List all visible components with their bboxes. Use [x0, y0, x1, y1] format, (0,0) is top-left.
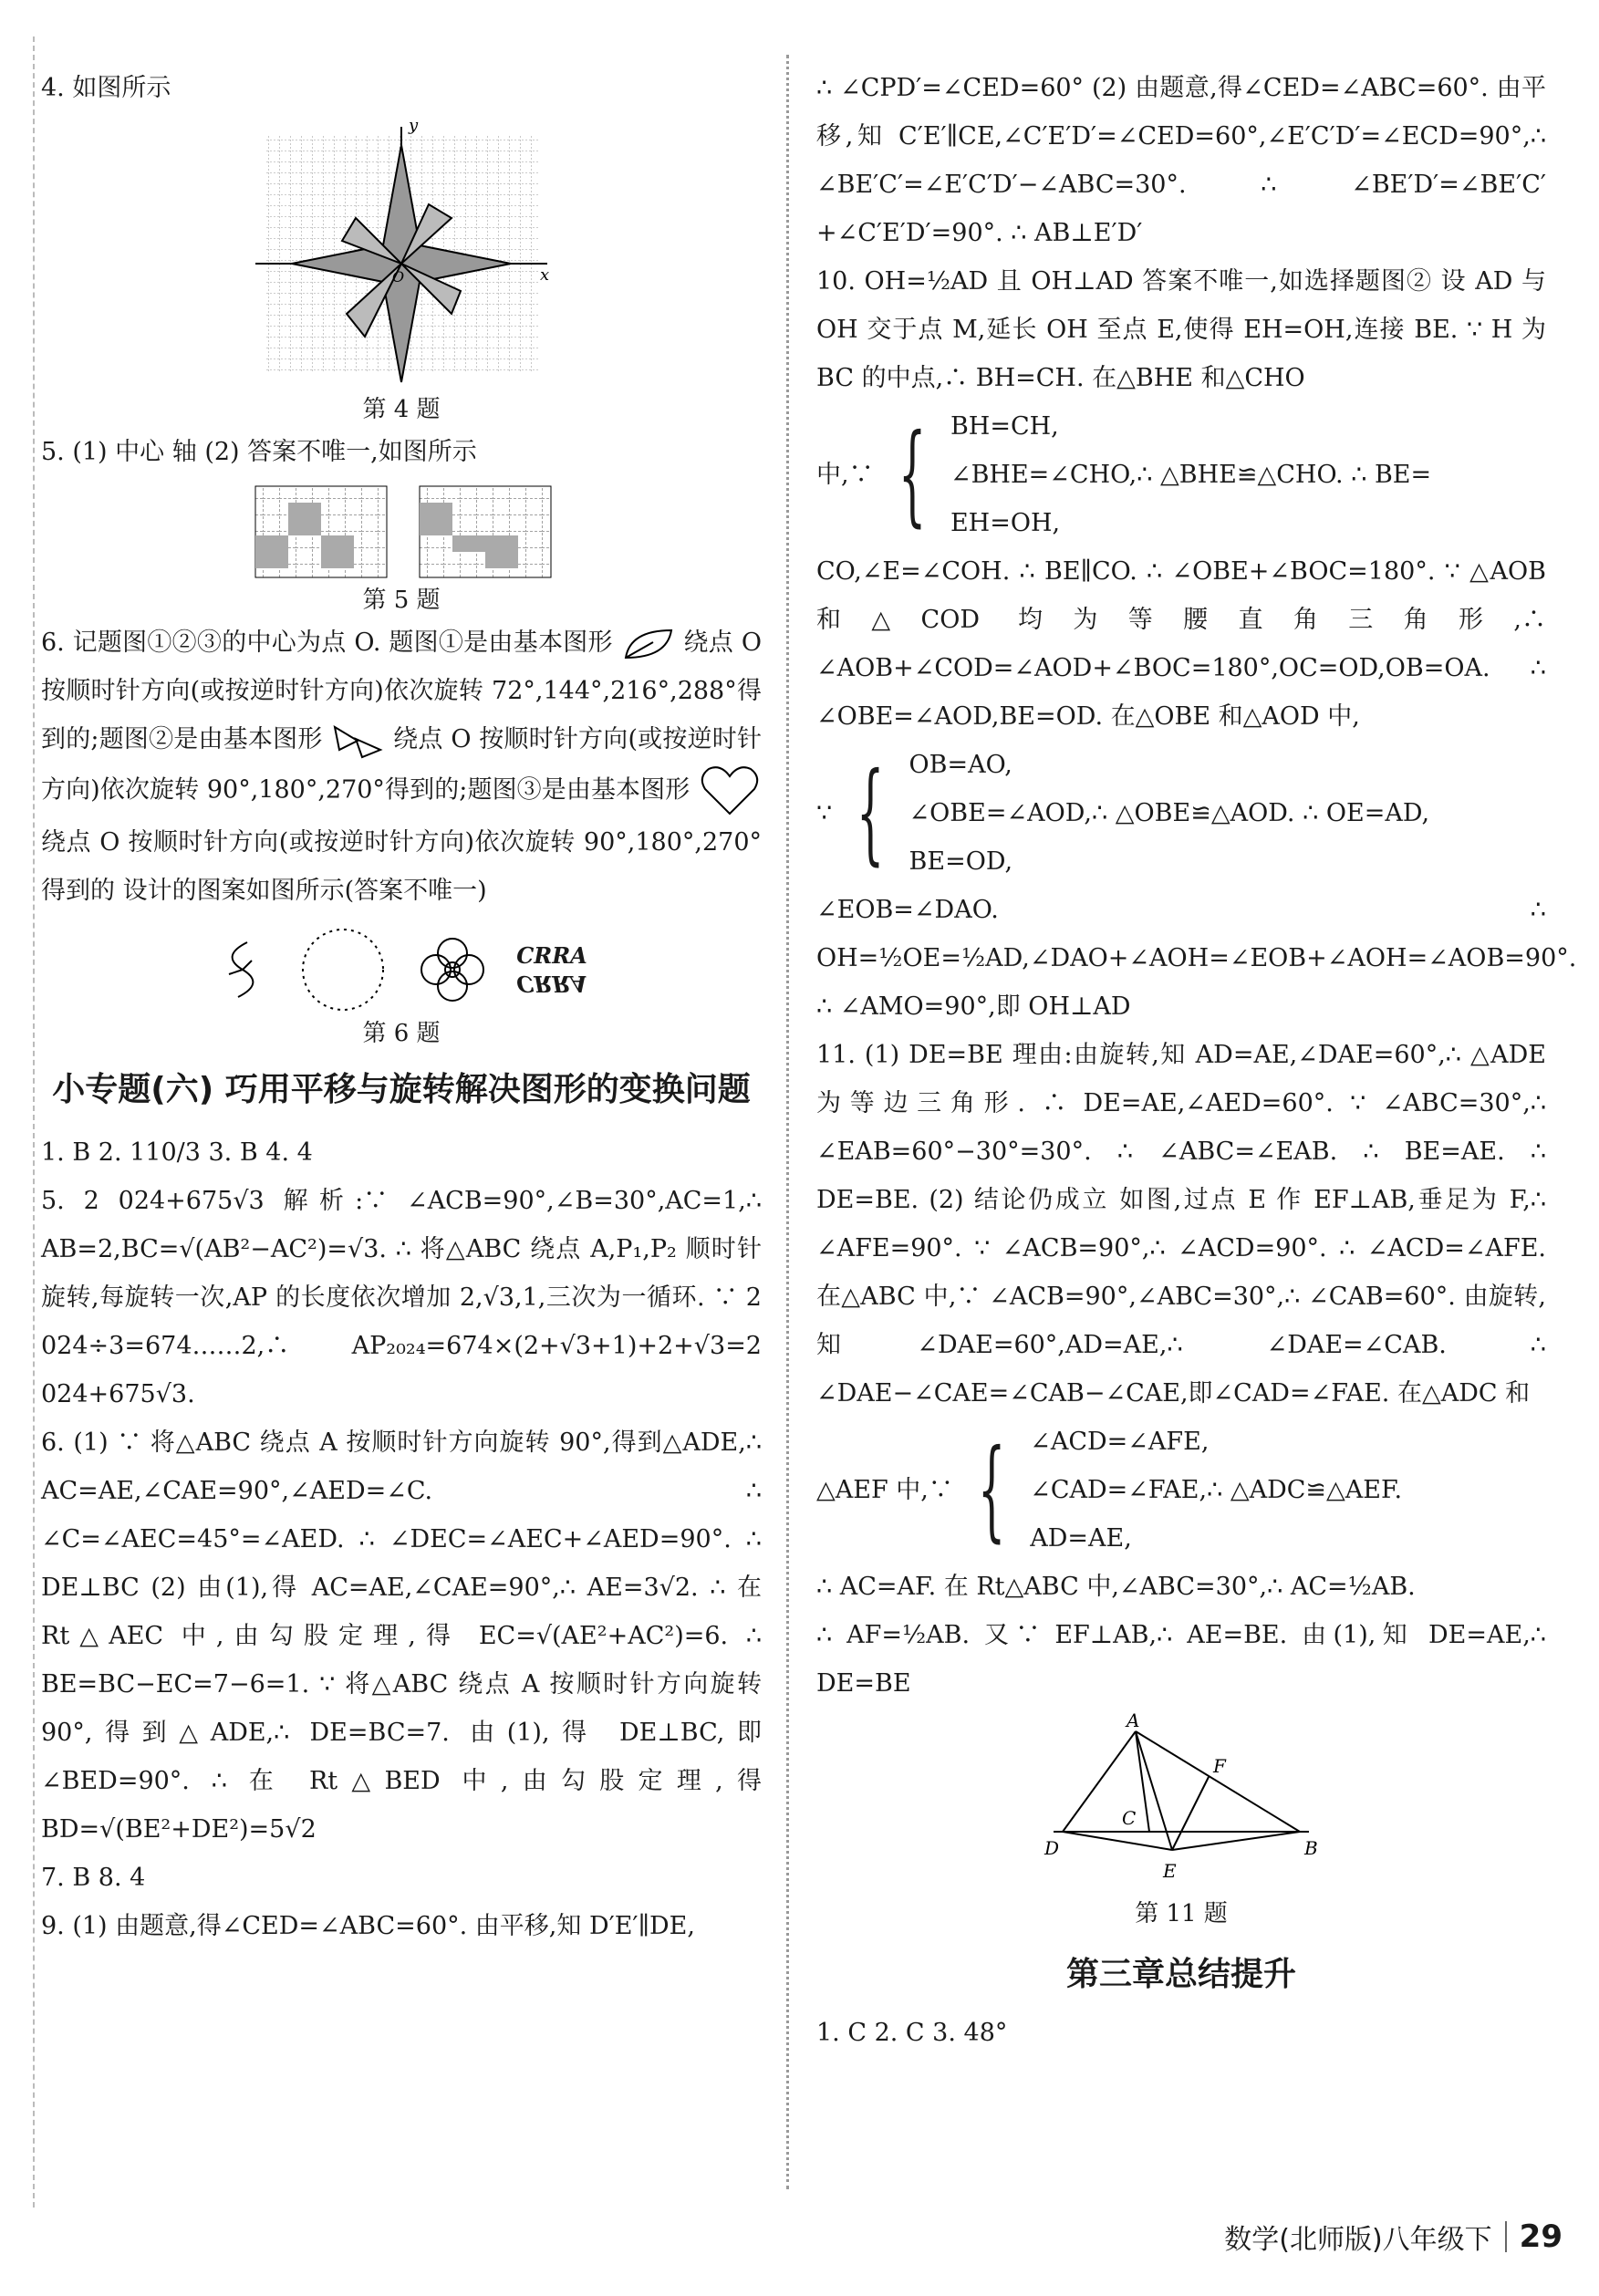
- clover-icon: [416, 933, 489, 1006]
- answer-11: 11. (1) DE=BE 理由:由旋转,知 AD=AE,∠DAE=60°,∴ △ADE 为等边三角形. ∴ DE=AE,∠AED=60°. ∵ ∠ABC=30°,∴ ∠EAB=60°−30°=30°. ∴ ∠ABC=∠EAB. ∴ BE=AE. ∴ DE=BE. (2) 结论仍成立 如图,过点 E 作 EF⊥AB,垂足为 F,∴ ∠AFE=90°. ∵ ∠ACB=90°,∴ ∠ACD=90°. ∴ ∠ACD=∠AFE. 在△ABC 中,∵ ∠ACB=90°,∠ABC=30°,∴ ∠CAB=60°. 由旋转,知∠DAE=60°,AD=AE,∴ ∠DAE=∠CAB. ∴ ∠DAE−∠CAE=∠CAB−∠CAE,即∠CAD=∠FAE. 在△ADC 和: [816, 1041, 1546, 1408]
- brace-prefix: ∵: [816, 799, 833, 827]
- svg-text:F: F: [1213, 1755, 1226, 1777]
- figure-caption: 第 11 题: [1135, 1900, 1228, 1927]
- figure-caption: 第 6 题: [362, 1020, 441, 1047]
- heart-icon: [698, 764, 762, 818]
- figure-caption: 第 4 题: [362, 396, 441, 423]
- answer-9-cont: ∴ ∠CPD′=∠CED=60° (2) 由题意,得∠CED=∠ABC=60°. 由平移,知 C′E′∥CE,∠C′E′D′=∠CED=60°,∠E′C′D′=∠ECD=90°,∴ ∠BE′C′=∠E′C′D′−∠ABC=30°. ∴ ∠BE′D′=∠BE′C′+∠C′E′D′=90°. ∴ AB⊥E′D′: [816, 74, 1546, 247]
- answer-q6-a: [41, 618, 762, 915]
- leaf-icon: [621, 626, 676, 662]
- triangle-figure: [1035, 1713, 1327, 1896]
- svg-text:B: B: [1304, 1837, 1318, 1859]
- designs-row: [41, 924, 762, 1015]
- answer-9: 9. (1) 由题意,得∠CED=∠ABC=60°. 由平移,知 D′E′∥DE,: [41, 1912, 695, 1940]
- brace-line: AD=AE,: [1030, 1524, 1132, 1553]
- svg-text:y: y: [409, 118, 419, 135]
- answer-q5: 5. (1) 中心 轴 (2) 答案不唯一,如图所示: [41, 438, 477, 466]
- column-divider: [786, 55, 789, 2189]
- answer-10-end: ∠EOB=∠DAO. ∴ OH=½OE=½AD,∠DAO+∠AOH=∠EOB+∠AOH=∠AOB=90°. ∴ ∠AMO=90°,即 OH⊥AD: [816, 896, 1577, 1021]
- svg-text:C: C: [1122, 1807, 1137, 1829]
- brace-line: ∠OBE=∠AOD,∴ △OBE≌△AOD. ∴ OE=AD,: [909, 799, 1430, 827]
- triangle-pair-icon: [330, 722, 385, 759]
- topic-title: 小专题(六) 巧用平移与旋转解决图形的变换问题: [52, 1071, 751, 1108]
- brace-icon: {: [977, 1426, 1006, 1553]
- system-1: [816, 402, 1546, 547]
- svg-text:O: O: [392, 268, 405, 286]
- svg-text:E: E: [1163, 1860, 1177, 1882]
- answer-10-cont: CO,∠E=∠COH. ∴ BE∥CO. ∴ ∠OBE+∠BOC=180°. ∵ △AOB 和△COD 均为等腰直角三角形,∴ ∠AOB+∠COD=∠AOD+∠BOC=180°,OC=OD,OB=OA. ∴ ∠OBE=∠AOD,BE=OD. 在△OBE 和△AOD 中,: [816, 557, 1546, 731]
- margin-line: [33, 36, 35, 2208]
- svg-text:D: D: [1044, 1837, 1060, 1859]
- figure-caption: 第 5 题: [362, 587, 441, 614]
- svg-text:A: A: [1127, 1713, 1140, 1731]
- book-title: 数学(北师版)八年级下: [1224, 2224, 1492, 2256]
- brace-line: BH=CH,: [950, 412, 1059, 441]
- answer-5: 5. 2 024+675√3 解析:∵ ∠ACB=90°,∠B=30°,AC=1,∴ AB=2,BC=√(AB²−AC²)=√3. ∴ 将△ABC 绕点 A,P₁,P₂ 顺时针旋转,每旋转一次,AP 的长度依次增加 2,√3,1,三次为一循环. ∵ 2 024÷3=674……2,∴ AP₂₀₂₄=674×(2+√3+1)+2+√3=2 024+675√3.: [41, 1187, 762, 1408]
- q6-text-d: 绕点 O 按顺时针方向(或按逆时针方向)依次旋转 90°,180°,270°得到的 设计的图案如图所示(答案不唯一): [41, 828, 762, 905]
- svg-text:x: x: [540, 265, 550, 285]
- brace-prefix: 中,∵: [816, 461, 874, 489]
- brace-prefix: △AEF 中,∵: [816, 1476, 953, 1504]
- brace-line: ∠ACD=∠AFE,: [1030, 1428, 1210, 1456]
- left-column: [41, 64, 762, 1950]
- star-figure: [246, 118, 556, 391]
- swirl-icon: [215, 938, 270, 1002]
- system-2: [816, 741, 1546, 886]
- answer-11-cont: ∴ AC=AF. 在 Rt△ABC 中,∠ABC=30°,∴ AC=½AB.: [816, 1573, 1416, 1601]
- system-3: [816, 1418, 1546, 1563]
- answer-10: 10. OH=½AD 且 OH⊥AD 答案不唯一,如选择题图② 设 AD 与 OH 交于点 M,延长 OH 至点 E,使得 EH=OH,连接 BE. ∵ H 为 BC 的中点,∴ BH=CH. 在△BHE 和△CHO: [816, 267, 1546, 392]
- brace-icon: {: [898, 410, 927, 538]
- page-footer: [1224, 2217, 1563, 2257]
- answer-1-4: 1. B 2. 110/3 3. B 4. 4: [41, 1138, 313, 1167]
- brace-icon: {: [857, 749, 885, 877]
- brace-line: BE=OD,: [909, 847, 1013, 876]
- brace-line: EH=OH,: [950, 509, 1061, 537]
- brace-line: ∠CAD=∠FAE,∴ △ADC≌△AEF.: [1030, 1476, 1403, 1504]
- dotted-circle-icon: [297, 924, 389, 1015]
- answer-7-8: 7. B 8. 4: [41, 1864, 146, 1892]
- grid-pattern-figure: [246, 482, 556, 582]
- answer-q4: 4. 如图所示: [41, 74, 171, 102]
- chapter-answers: 1. C 2. C 3. 48°: [816, 2019, 1008, 2047]
- q6-text-b: 绕点 O 按顺时针方向(或按逆时针方向)依次旋转 72°,144°,216°,288°得到的;题图②是由基本图形: [41, 629, 762, 753]
- answer-6: 6. (1) ∵ 将△ABC 绕点 A 按顺时针方向旋转 90°,得到△ADE,∴ AC=AE,∠CAE=90°,∠AED=∠C. ∴ ∠C=∠AEC=45°=∠AED. ∴ ∠DEC=∠AEC+∠AED=90°. ∴ DE⊥BC (2) 由(1),得 AC=AE,∠CAE=90°,∴ AE=3√2. ∴ 在 Rt△AEC 中,由勾股定理,得 EC=√(AE²+AC²)=6. ∴ BE=BC−EC=7−6=1. ∵ 将△ABC 绕点 A 按顺时针方向旋转 90°,得到△ADE,∴ DE=BC=7. 由(1),得 DE⊥BC,即∠BED=90°. ∴ 在 Rt△BED 中,由勾股定理,得 BD=√(BE²+DE²)=5√2: [41, 1429, 762, 1844]
- chapter-title: 第三章总结提升: [1065, 1956, 1296, 1993]
- page-number: 29: [1519, 2218, 1563, 2255]
- brace-line: OB=AO,: [909, 751, 1012, 779]
- right-column: [816, 64, 1577, 2057]
- q6-text-a: 6. 记题图①②③的中心为点 O. 题图①是由基本图形: [41, 629, 613, 657]
- q6-text-c: 绕点 O 按顺时针方向(或按逆时针方向)依次旋转 90°,180°,270°得到的;题图③是由基本图形: [41, 725, 762, 805]
- footer-divider: [1505, 2221, 1507, 2252]
- crra-text: [516, 942, 587, 997]
- crra-line-2: CRRA: [516, 971, 587, 997]
- crra-line-1: CRRA: [516, 942, 587, 969]
- brace-line: ∠BHE=∠CHO,∴ △BHE≌△CHO. ∴ BE=: [950, 461, 1432, 489]
- answer-11-end: ∴ AF=½AB. 又∵ EF⊥AB,∴ AE=BE. 由(1),知 DE=AE,∴ DE=BE: [816, 1621, 1546, 1698]
